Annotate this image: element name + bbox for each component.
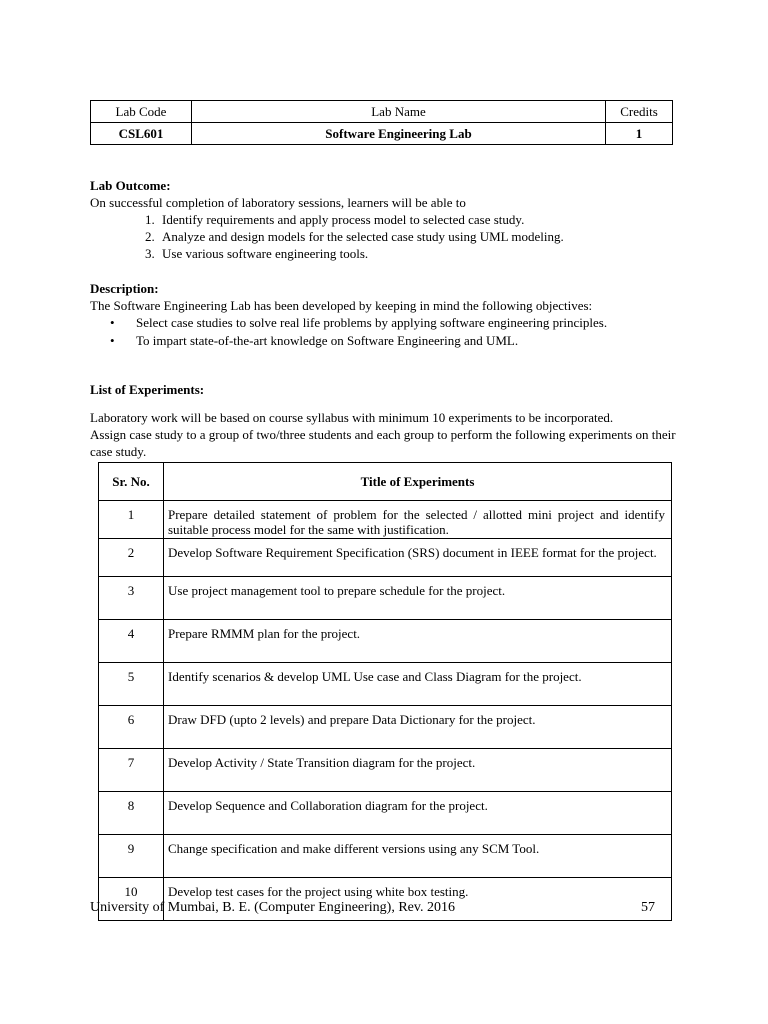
lab-outcome-intro: On successful completion of laboratory sessions, learners will be able to — [90, 195, 466, 210]
lab-outcome-heading: Lab Outcome: — [90, 178, 171, 193]
experiment-title-cell: Prepare detailed statement of problem for the selected / allotted mini project and identify suitable process model for the same with justification. — [164, 501, 672, 539]
sr-no-cell: 5 — [99, 663, 164, 706]
table-row — [99, 501, 672, 539]
table-row — [99, 706, 672, 749]
list-item — [110, 332, 710, 350]
description-intro: The Software Engineering Lab has been developed by keeping in mind the following objectives: — [90, 298, 593, 313]
list-item: 1. Identify requirements and apply process model to selected case study. — [158, 211, 710, 228]
lab-code-value: CSL601 — [91, 123, 192, 145]
experiments-intro-line2: Assign case study to a group of two/three students and each group to perform the following experiments on their case study. — [90, 427, 676, 459]
experiments-intro-line1: Laboratory work will be based on course syllabus with minimum 10 experiments to be incorporated. — [90, 410, 614, 425]
experiment-title-cell: Develop Software Requirement Specification (SRS) document in IEEE format for the project. — [164, 539, 672, 577]
sr-no-cell: 10 — [99, 878, 164, 921]
table-row — [99, 539, 672, 577]
credits-header: Credits — [606, 101, 673, 123]
bullet-icon: • — [110, 315, 115, 330]
table-row — [99, 620, 672, 663]
page-number: 57 — [641, 900, 655, 915]
lab-info-table — [90, 100, 673, 145]
list-item — [110, 314, 710, 332]
objective-text: To impart state-of-the-art knowledge on Software Engineering and UML. — [136, 333, 519, 348]
experiment-title-cell: Use project management tool to prepare schedule for the project. — [164, 577, 672, 620]
lab-info-header-row — [91, 101, 673, 123]
sr-no-cell: 8 — [99, 792, 164, 835]
experiments-heading: List of Experiments: — [90, 382, 205, 397]
lab-info-values-row — [91, 123, 673, 145]
objective-text: Select case studies to solve real life problems by applying software engineering principles. — [136, 315, 608, 330]
lab-name-value: Software Engineering Lab — [192, 123, 606, 145]
sr-no-cell: 9 — [99, 835, 164, 878]
sr-no-cell: 6 — [99, 706, 164, 749]
table-row — [99, 663, 672, 706]
experiment-title-cell: Change specification and make different versions using any SCM Tool. — [164, 835, 672, 878]
sr-no-cell: 3 — [99, 577, 164, 620]
table-row — [99, 792, 672, 835]
experiment-title-cell: Draw DFD (upto 2 levels) and prepare Data Dictionary for the project. — [164, 706, 672, 749]
description-heading: Description: — [90, 281, 159, 296]
experiment-title-cell: Develop Sequence and Collaboration diagram for the project. — [164, 792, 672, 835]
list-item: 2. Analyze and design models for the selected case study using UML modeling. — [158, 228, 710, 245]
description-section — [90, 280, 710, 350]
experiment-title-cell: Develop test cases for the project using white box testing. — [164, 878, 672, 921]
sr-no-cell: 1 — [99, 501, 164, 539]
bullet-icon: • — [110, 333, 115, 348]
table-row — [99, 835, 672, 878]
lab-outcome-section — [90, 177, 710, 262]
table-row — [99, 577, 672, 620]
table-row — [99, 749, 672, 792]
sr-no-cell: 4 — [99, 620, 164, 663]
experiments-header-row — [99, 463, 672, 501]
sr-no-cell: 7 — [99, 749, 164, 792]
sr-no-header: Sr. No. — [99, 463, 164, 501]
title-header: Title of Experiments — [164, 463, 672, 501]
lab-name-header: Lab Name — [192, 101, 606, 123]
lab-code-header: Lab Code — [91, 101, 192, 123]
objectives-list — [90, 314, 710, 350]
experiments-table — [98, 462, 672, 921]
footer-university: University of Mumbai, B. E. (Computer Engineering), Rev. 2016 — [90, 900, 455, 915]
experiment-title-cell: Prepare RMMM plan for the project. — [164, 620, 672, 663]
experiment-title-cell: Identify scenarios & develop UML Use case and Class Diagram for the project. — [164, 663, 672, 706]
experiments-intro — [90, 409, 690, 460]
sr-no-cell: 2 — [99, 539, 164, 577]
list-item: 3. Use various software engineering tools. — [158, 245, 710, 262]
experiment-title-cell: Develop Activity / State Transition diagram for the project. — [164, 749, 672, 792]
credits-value: 1 — [606, 123, 673, 145]
lab-outcome-list — [90, 211, 710, 262]
